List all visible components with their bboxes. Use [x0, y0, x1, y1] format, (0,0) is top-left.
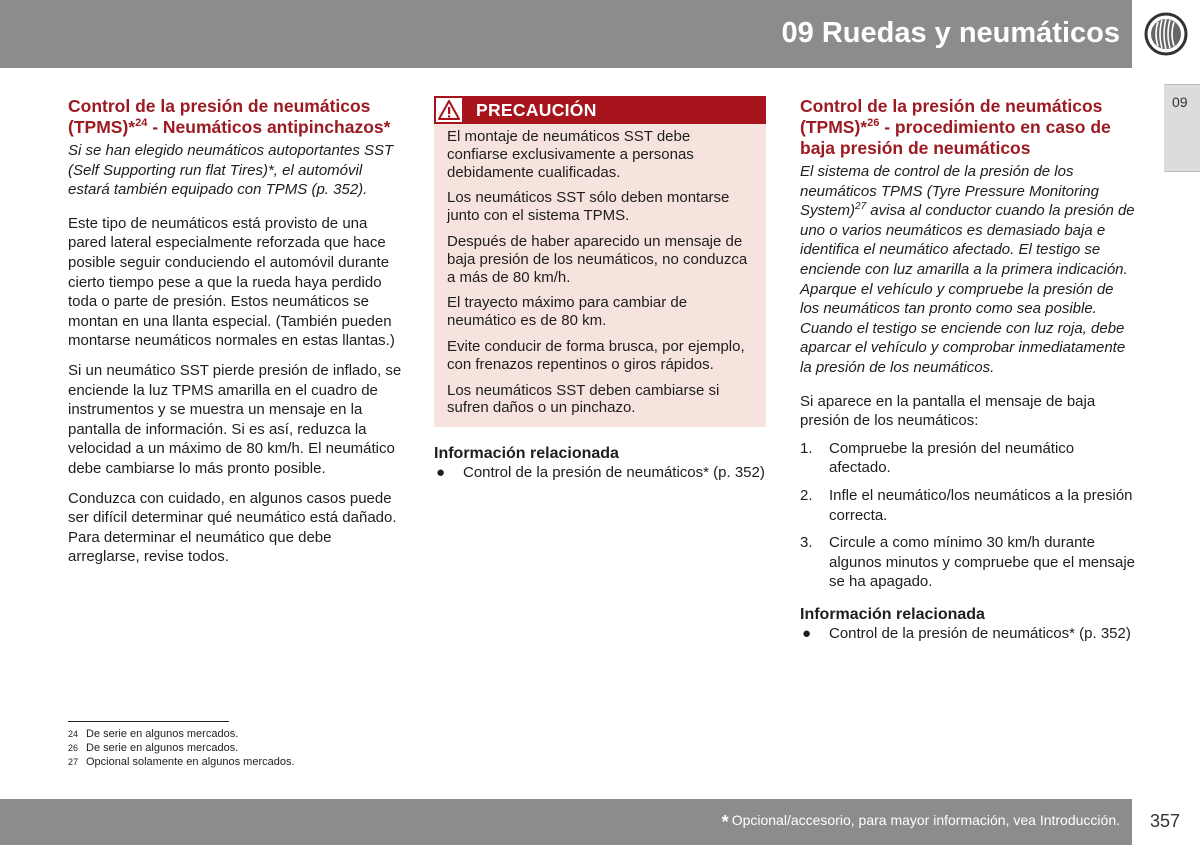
column-run-flat-tires — [68, 96, 404, 567]
step-item — [800, 439, 1135, 478]
warning-paragraph: Evite conducir de forma brusca, por ejemplo, con frenazos repentinos o giros rápidos. — [447, 337, 745, 373]
section-title-low-pressure: Control de la presión de neumáticos (TPMS)*$^{26}$ - procedimiento en caso de baja presión de neumáticos — [800, 96, 1111, 158]
page-footer — [0, 799, 1132, 845]
page-number-box — [1132, 799, 1200, 845]
warning-paragraph: Los neumáticos SST sólo deben montarse junto con el sistema TPMS. — [447, 189, 730, 225]
section-intro: Si se han elegido neumáticos autoportantes SST (Self Supporting run flat Tires)*, el automóvil estará también equipado con TPMS (p. 352). — [68, 142, 394, 199]
footnote: 27 Opcional solamente en algunos mercados. — [68, 756, 295, 769]
bullet-icon: ● — [436, 464, 446, 482]
warning-body — [434, 124, 766, 427]
step-number: 1. — [800, 439, 813, 457]
step-item — [800, 486, 1135, 525]
step-text: Circule a como mínimo 30 km/h durante algunos minutos y compruebe que el mensaje se ha apagado. — [829, 534, 1136, 591]
paragraph: Conduzca con cuidado, en algunos casos puede ser difícil determinar qué neumático está dañado. Para determinar el neumático que debe arreglarse, revise todos. — [68, 489, 397, 566]
section-intro: El sistema de control de la presión de los neumáticos TPMS (Tyre Pressure Monitoring System)$^{27}$ avisa al conductor cuando la presión de uno o varios neumáticos es demasiado baja e identifica el neumático afectado. El testigo se enciende con luz amarilla a la primera indicación. Aparque el vehículo y compruebe la presión de los neumáticos tan pronto como sea posible. Cuando el testigo se enciende con luz roja, debe aparcar el vehículo y comprobar inmediatamente la presión de los neumáticos. — [800, 163, 1135, 376]
section-title-run-flat: Control de la presión de neumáticos (TPMS)*$^{24}$ - Neumáticos antipinchazos* — [68, 96, 391, 137]
related-info-link[interactable]: ● Control de la presión de neumáticos* (p. 352) — [802, 624, 1131, 642]
warning-triangle-box — [434, 96, 464, 124]
warning-paragraph: Los neumáticos SST deben cambiarse si sufren daños o un pinchazo. — [447, 381, 720, 417]
warning-triangle-icon — [438, 99, 460, 121]
footnotes — [68, 727, 468, 770]
asterisk-icon: * — [721, 812, 729, 832]
footnote-rule — [68, 721, 229, 722]
step-text: Infle el neumático/los neumáticos a la presión correcta. — [829, 486, 1133, 524]
step-number: 3. — [800, 534, 813, 552]
related-info-link[interactable]: ● Control de la presión de neumáticos* (p. 352) — [436, 464, 765, 482]
footnote: 24 De serie en algunos mercados. — [68, 728, 239, 740]
related-info-title: Información relacionada — [434, 445, 619, 463]
related-info — [800, 605, 1135, 644]
chapter-icon-box — [1132, 0, 1200, 68]
step-item — [800, 533, 1135, 592]
column-low-pressure — [800, 96, 1135, 643]
warning-paragraph: El trayecto máximo para cambiar de neumático es de 80 km. — [447, 294, 688, 330]
warning-paragraph: Después de haber aparecido un mensaje de baja presión de los neumáticos, no conduzca a más de 80 km/h. — [447, 232, 748, 286]
footnote: 26 De serie en algunos mercados. — [68, 742, 239, 755]
bullet-icon: ● — [802, 624, 812, 642]
chapter-side-tab — [1164, 84, 1200, 172]
page-header — [0, 0, 1132, 68]
warning-paragraph: El montaje de neumáticos SST debe confiarse exclusivamente a personas debidamente cualificadas. — [447, 128, 694, 181]
column-warning — [434, 96, 766, 483]
footer-note: * Opcional/accesorio, para mayor información, vea Introducción. — [721, 812, 1120, 832]
related-info-title: Información relacionada — [800, 605, 985, 623]
related-info — [434, 444, 766, 483]
step-number: 2. — [800, 486, 813, 504]
paragraph: Si aparece en la pantalla el mensaje de baja presión de los neumáticos: — [800, 392, 1096, 430]
chapter-side-tab-label: 09 — [1172, 94, 1188, 110]
tire-icon — [1144, 12, 1188, 56]
paragraph: Este tipo de neumáticos está provisto de una pared lateral especialmente reforzada que hace posible seguir conduciendo el automóvil durante cierto tiempo pese a que la rueda haya perdido toda o parte de presión. Estos neumáticos se montan en una llanta especial. (También pueden montarse neumáticos normales en estas llantas.) — [68, 214, 395, 350]
page-number: 357 — [1150, 811, 1181, 831]
chapter-title: 09 Ruedas y neumáticos — [781, 17, 1120, 49]
paragraph: Si un neumático SST pierde presión de inflado, se enciende la luz TPMS amarilla en el cuadro de instrumentos y se muestra un mensaje en la pantalla de información. Si es así, reduzca la velocidad a un máximo de 80 km/h. El neumático debe cambiarse lo más pronto posible. — [68, 361, 402, 477]
warning-label: PRECAUCIÓN — [476, 100, 597, 120]
warning-header — [434, 96, 766, 124]
step-text: Compruebe la presión del neumático afectado. — [829, 439, 1075, 477]
